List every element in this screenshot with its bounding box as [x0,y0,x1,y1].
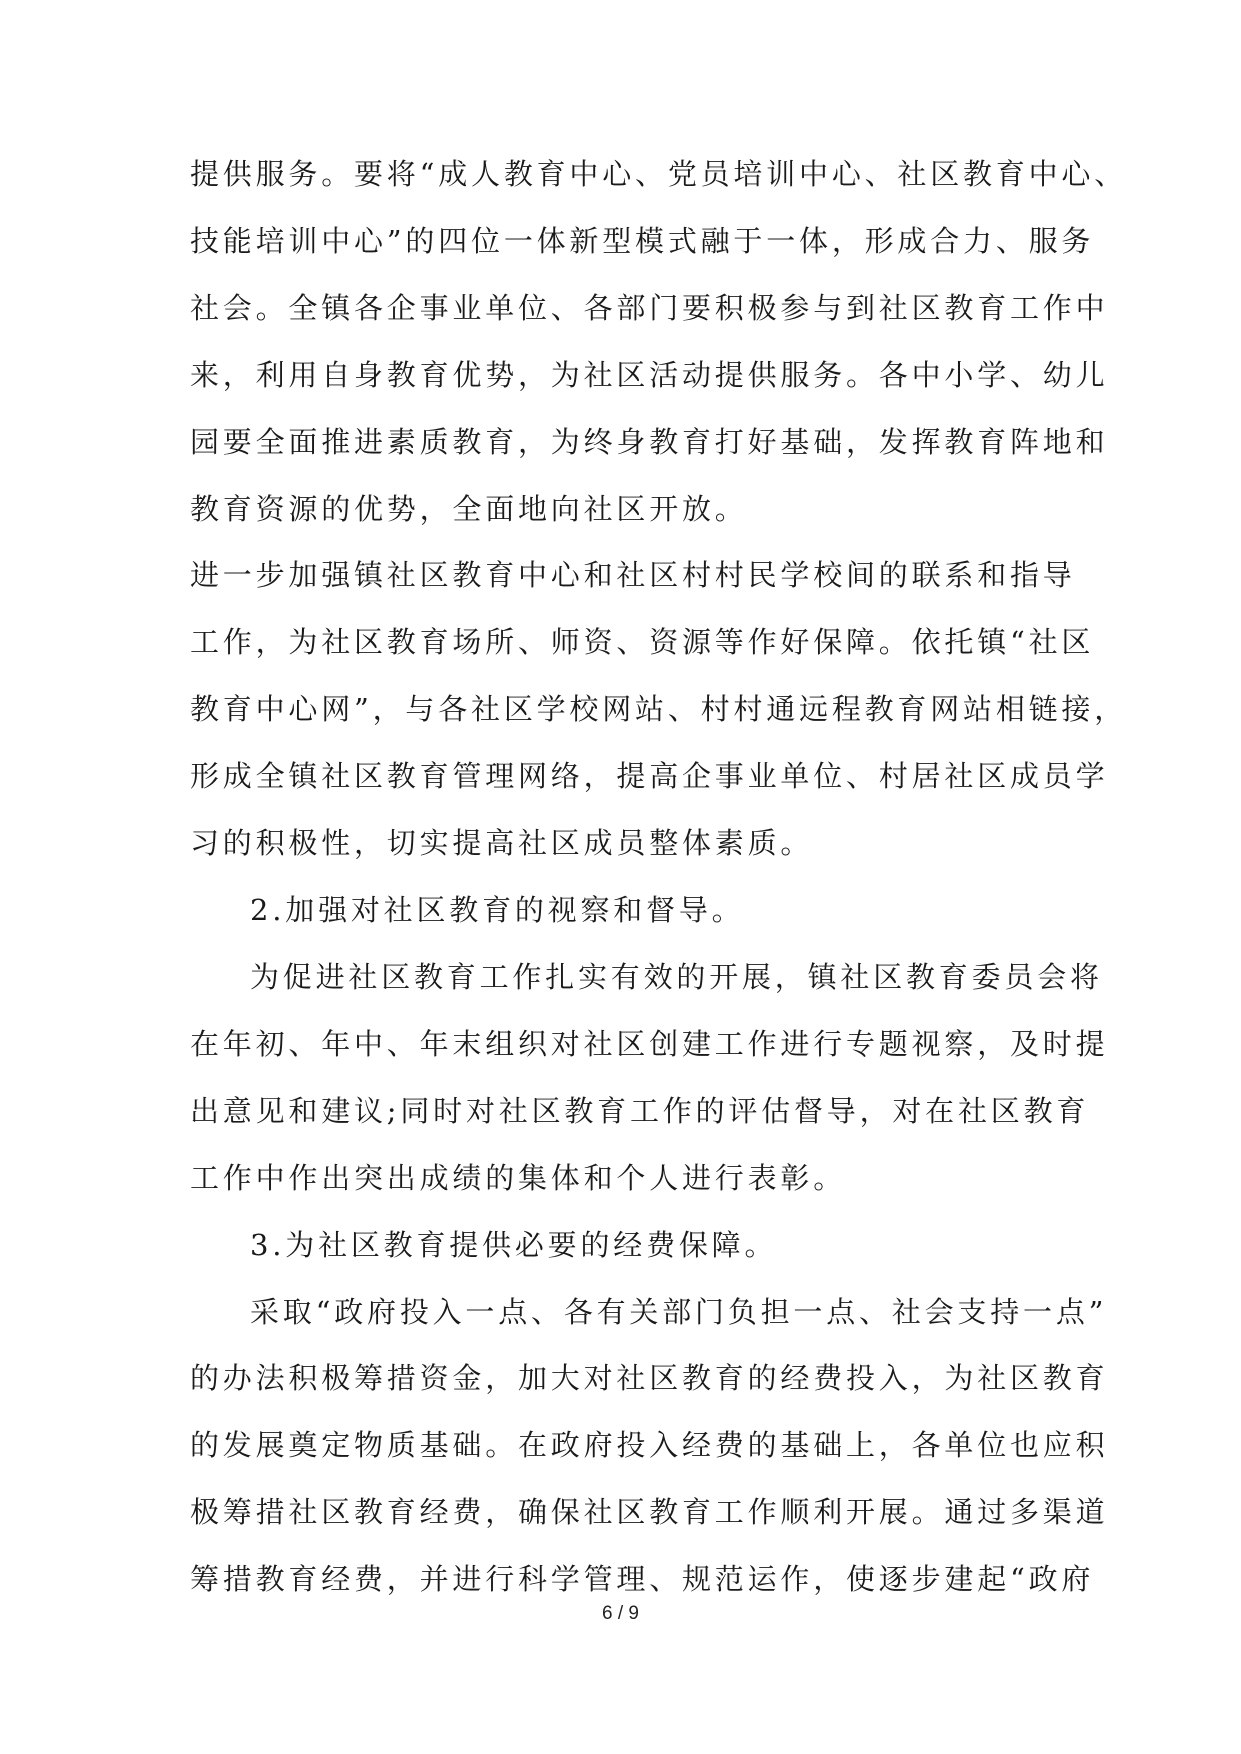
text-line: 提供服务。要将“成人教育中心、党员培训中心、社区教育中心、 [190,157,1128,191]
text-line: 的发展奠定物质基础。在政府投入经费的基础上，各单位也应积 [190,1428,1109,1462]
text-line: 采取“政府投入一点、各有关部门负担一点、社会支持一点” [250,1295,1108,1329]
text-line: 为促进社区教育工作扎实有效的开展，镇社区教育委员会将 [250,960,1103,994]
text-line: 社会。全镇各企事业单位、各部门要积极参与到社区教育工作中 [190,291,1109,325]
section-heading: 3.为社区教育提供必要的经费保障。 [250,1228,778,1262]
text-line: 技能培训中心”的四位一体新型模式融于一体，形成合力、服务 [190,224,1095,258]
section-heading: 2.加强对社区教育的视察和督导。 [250,893,745,927]
text-line: 工作中作出突出成绩的集体和个人进行表彰。 [190,1161,847,1195]
text-line: 筹措教育经费，并进行科学管理、规范运作，使逐步建起“政府 [190,1562,1095,1596]
text-line: 习的积极性，切实提高社区成员整体素质。 [190,826,814,860]
text-line: 园要全面推进素质教育，为终身教育打好基础，发挥教育阵地和 [190,425,1109,459]
text-line: 教育中心网”，与各社区学校网站、村村通远程教育网站相链接， [190,692,1128,726]
text-line: 进一步加强镇社区教育中心和社区村村民学校间的联系和指导 [190,558,1076,592]
text-line: 形成全镇社区教育管理网络，提高企事业单位、村居社区成员学 [190,759,1109,793]
text-line: 出意见和建议;同时对社区教育工作的评估督导，对在社区教育 [190,1094,1090,1128]
text-line: 来，利用自身教育优势，为社区活动提供服务。各中小学、幼儿 [190,358,1109,392]
text-line: 极筹措社区教育经费，确保社区教育工作顺利开展。通过多渠道 [190,1495,1109,1529]
page-number: 6 / 9 [602,1603,639,1624]
text-line: 的办法积极筹措资金，加大对社区教育的经费投入，为社区教育 [190,1361,1109,1395]
text-line: 在年初、年中、年末组织对社区创建工作进行专题视察，及时提 [190,1027,1109,1061]
text-line: 教育资源的优势，全面地向社区开放。 [190,492,748,526]
text-line: 工作，为社区教育场所、师资、资源等作好保障。依托镇“社区 [190,625,1095,659]
